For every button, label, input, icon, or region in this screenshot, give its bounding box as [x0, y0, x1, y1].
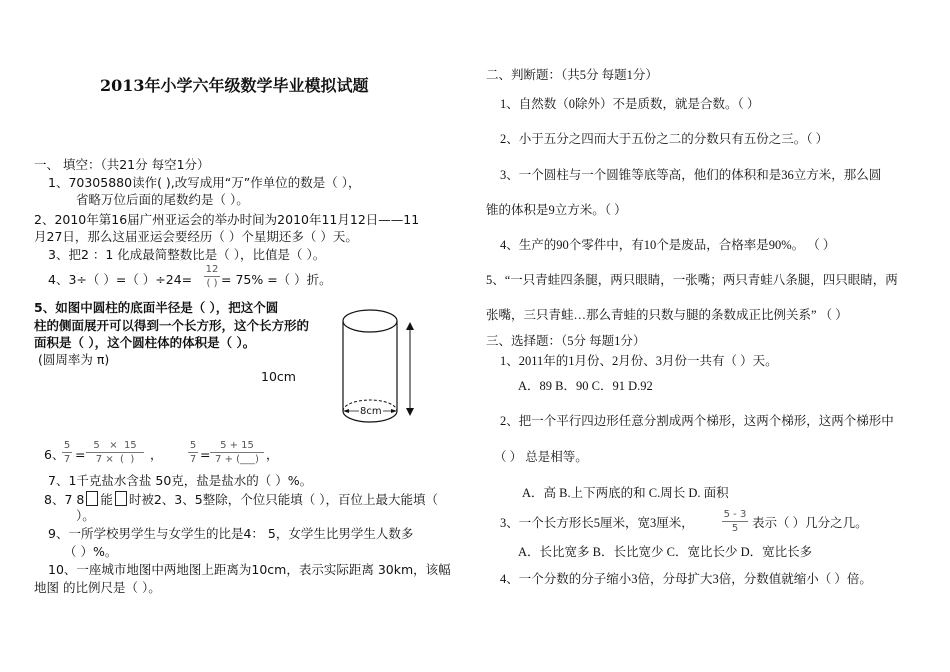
fraction-bar	[86, 452, 144, 453]
choice-2-options: A．高 B.上下两底的和 C.周长 D. 面积	[522, 486, 729, 500]
fraction-numerator: 5	[63, 440, 71, 451]
question-4-fraction	[204, 264, 220, 289]
q6-fraction-3	[188, 440, 198, 465]
question-10-line2: 地图 的比例尺是（ ）。	[34, 580, 161, 595]
q6-equals-1: =	[75, 447, 86, 462]
question-4-suffix: = 75% =（ ）折。	[221, 272, 332, 287]
height-arrow	[402, 322, 418, 416]
judge-5-line1: 5、“一只青蛙四条腿，两只眼睛，一张嘴；两只青蛙八条腿，四只眼睛，两	[486, 273, 898, 287]
question-9-line2: （ ）%。	[64, 544, 118, 559]
fraction-numerator: 12	[205, 264, 219, 275]
choice-2-line1: 2、把一个平行四边形任意分割成两个梯形，这两个梯形，这两个梯形中	[500, 414, 894, 428]
section3-header: 三、选择题：（5分 每题1分）	[486, 334, 646, 348]
q6-fraction-1	[62, 440, 72, 465]
fraction-denominator: 7 × ( )	[95, 454, 135, 465]
choice-2-line2: （ ） 总是相等。	[494, 450, 588, 464]
fraction-numerator: 5 - 3	[723, 509, 747, 520]
question-5-line3: 面积是（ ），这个圆柱体的体积是（ ）。	[34, 335, 256, 350]
fraction-bar	[188, 452, 198, 453]
judge-1: 1、自然数（0除外）不是质数，就是合数。（ ）	[500, 97, 760, 111]
choice-3-prefix: 3、一个长方形长5厘米，宽3厘米，	[500, 516, 694, 530]
question-1-line1: 1、70305880读作( ),改写成用“万”作单位的数是（ ），	[48, 175, 361, 190]
choice-4: 4、一个分数的分子缩小3倍，分母扩大3倍，分数值就缩小（ ）倍。	[500, 572, 872, 586]
fraction-numerator: 5 + 15	[220, 440, 254, 451]
section2-header: 二、判断题：（共5分 每题1分）	[486, 68, 658, 82]
q8-mid-text: 能	[100, 492, 113, 507]
q6-end-comma: ，	[266, 447, 279, 462]
question-2-line1: 2、2010年第16届广州亚运会的举办时间为2010年11月12日——11	[34, 212, 420, 227]
blank-box-2	[115, 491, 127, 506]
fraction-numerator: 5	[189, 440, 197, 451]
fraction-bar	[210, 452, 264, 453]
question-8-line2: ）。	[76, 508, 95, 523]
fraction-denominator: 5	[731, 523, 739, 534]
diameter-arrow-left	[343, 409, 349, 413]
question-5-line1: 5、如图中圆柱的底面半径是（ ），把这个圆	[34, 300, 279, 315]
judge-4: 4、生产的90个零件中，有10个是废品，合格率是90%。 （ ）	[500, 238, 836, 252]
choice-1: 1、2011年的1月份、2月份、3月份一共有（ ）天。	[500, 354, 778, 368]
choice-3-fraction	[722, 509, 748, 534]
q8-number-start: 8、7 8	[44, 492, 85, 507]
choice-3-suffix: 表示（ ）几分之几。	[752, 516, 868, 530]
question-2-line2: 月27日，那么这届亚运会要经历（ ）个星期还多（ ）天。	[34, 229, 358, 244]
blank-box-1	[86, 491, 98, 506]
fraction-bar	[722, 521, 748, 522]
fraction-denominator: 7 + (___)	[215, 454, 259, 465]
question-3: 3、把2 ：1 化成最简整数比是（ ），比值是（ ）。	[48, 247, 326, 262]
fraction-denominator: 7	[189, 454, 197, 465]
judge-3-line2: 锥的体积是9立方米。（ ）	[486, 203, 627, 217]
q8-rest: 时被2、3、5整除，个位只能填（ ），百位上最大能填（	[128, 492, 438, 507]
choice-3-options: A．长比宽多 B．长比宽少 C．宽比长少 D．宽比长多	[518, 545, 813, 559]
question-7: 7、1千克盐水含盐 50克，盐是盐水的（ ）%。	[48, 473, 313, 488]
question-5-line2: 柱的侧面展开可以得到一个长方形，这个长方形的	[34, 318, 310, 333]
fraction-denominator: ( )	[206, 278, 218, 289]
question-4-prefix: 4、3÷（ ）=（ ）÷24=	[48, 272, 193, 287]
fraction-bar	[62, 452, 72, 453]
cylinder-base-label: 8cm	[359, 404, 383, 420]
page-title: 2013年小学六年级数学毕业模拟试题	[100, 76, 369, 95]
question-9-line1: 9、一所学校男学生与女学生的比是4： 5，女学生比男学生人数多	[48, 526, 414, 541]
cylinder-top	[343, 310, 397, 332]
cylinder-height-label: 10cm	[261, 369, 296, 384]
fraction-numerator: 5 × 15	[93, 440, 137, 451]
question-10-line1: 10、一座城市地图中两地图上距离为10cm，表示实际距离 30km，该幅	[48, 562, 451, 577]
q6-fraction-2	[86, 440, 144, 465]
question-5-note: (圆周率为 π)	[38, 352, 110, 367]
judge-3-line1: 3、一个圆柱与一个圆锥等底等高，他们的体积和是36立方米，那么圆	[500, 168, 882, 182]
question-8-prefix	[44, 491, 438, 508]
judge-2: 2、小于五分之四而大于五份之二的分数只有五份之三。（ ）	[500, 132, 829, 146]
q6-equals-2: =	[200, 447, 211, 462]
judge-5-line2: 张嘴，三只青蛙…那么青蛙的只数与腿的条数成正比例关系” （ ）	[486, 308, 848, 322]
question-1-line2: 省略万位后面的尾数约是（ ）。	[76, 192, 249, 207]
q6-comma: ，	[150, 447, 163, 462]
fraction-bar	[204, 276, 220, 277]
fraction-denominator: 7	[63, 454, 71, 465]
section1-header: 一、 填空：（共21分 每空1分）	[34, 157, 210, 172]
q6-fraction-4	[210, 440, 264, 465]
question-6-label: 6、	[44, 447, 65, 462]
diameter-arrow-right	[391, 409, 397, 413]
choice-1-options: A．89 B．90 C．91 D.92	[518, 379, 653, 393]
